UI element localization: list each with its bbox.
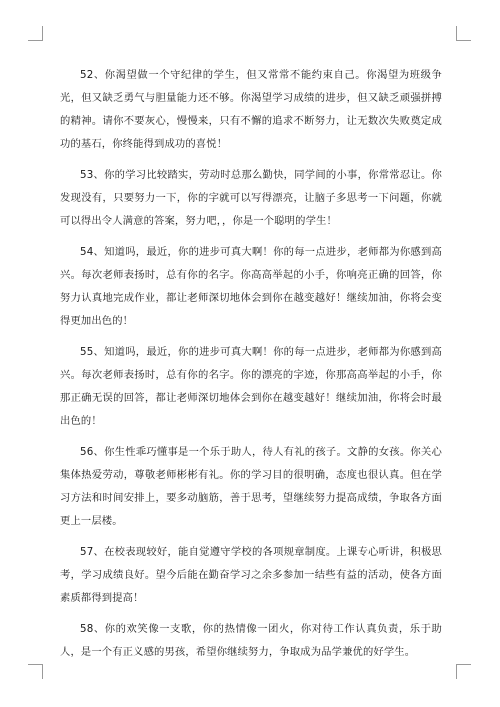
crop-mark-top-left bbox=[28, 26, 43, 41]
paragraph-52 bbox=[60, 64, 442, 156]
paragraph-56 bbox=[60, 441, 442, 533]
paragraph-57 bbox=[60, 541, 442, 610]
paragraph-55 bbox=[60, 341, 442, 433]
paragraph-54 bbox=[60, 241, 442, 333]
paragraph-text: 58、你的欢笑像一支歌，你的热情像一团火，你对待工作认真负责，乐于助人，是一个有正义感的男孩，希望你继续努力，争取成为品学兼优的好学生。 bbox=[60, 623, 442, 658]
paragraph-text: 54、知道吗，最近，你的进步可真大啊！你的每一点进步，老师都为你感到高兴。每次老师表扬时，总有你的名字。你高高举起的小手，你响亮正确的回答，你努力认真地完成作业，都让老师深切地体会到你在越变越好！继续加油，你将会变得更加出色的！ bbox=[60, 246, 442, 327]
paragraph-text: 53、你的学习比较踏实，劳动时总那么勤快，同学间的小事，你常常忍让。你发现没有，只要努力一下，你的字就可以写得漂亮，让脑子多思考一下问题，你就可以得出令人满意的答案，努力吧，，你是一个聪明的学生！ bbox=[60, 169, 442, 227]
paragraph-58 bbox=[60, 618, 442, 664]
paragraph-text: 56、你生性乖巧懂事是一个乐于助人，待人有礼的孩子。文静的女孩。你关心集体热爱劳动，尊敬老师彬彬有礼。你的学习目的很明确，态度也很认真。但在学习方法和时间安排上，要多动脑筋，善于思考，望继续努力提高成绩，争取各方面更上一层楼。 bbox=[60, 446, 442, 527]
document-body bbox=[60, 64, 442, 672]
crop-mark-bottom-right bbox=[456, 664, 471, 679]
paragraph-text: 52、你渴望做一个守纪律的学生，但又常常不能约束自己。你渴望为班级争光，但又缺乏勇气与胆量能力还不够。你渴望学习成绩的进步，但又缺乏顽强拼搏的精神。请你不要灰心，慢慢来，只有不懈的追求不断努力，让无数次失败奠定成功的基石，你终能得到成功的喜悦！ bbox=[60, 69, 442, 150]
crop-mark-top-right bbox=[456, 26, 471, 41]
paragraph-53 bbox=[60, 164, 442, 233]
crop-mark-bottom-left bbox=[28, 664, 43, 679]
paragraph-text: 55、知道吗，最近，你的进步可真大啊！你的每一点进步，老师都为你感到高兴。每次老师表扬时，总有你的名字。你的漂亮的字迹，你那高高举起的小手，你那正确无误的回答，都让老师深切地体会到你在越变越好！继续加油，你将会时最出色的！ bbox=[60, 346, 442, 427]
paragraph-text: 57、在校表现较好，能自觉遵守学校的各项规章制度。上课专心听讲，积极思考，学习成绩良好。望今后能在勤奋学习之余多参加一结些有益的活动，使各方面素质都得到提高！ bbox=[60, 546, 442, 604]
